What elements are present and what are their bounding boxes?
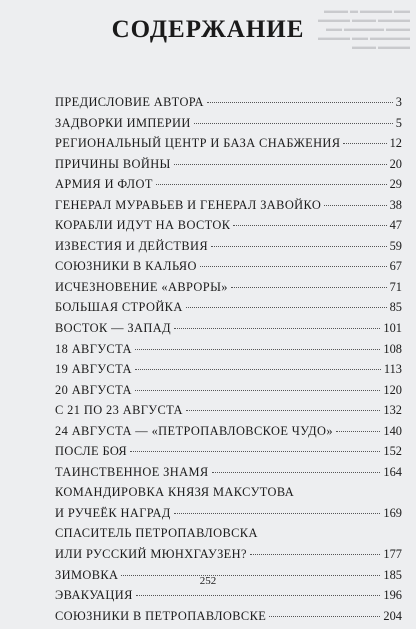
toc-entry-title: ПОСЛЕ БОЯ [55,444,128,459]
toc-entry [55,136,402,157]
toc-entry-page: 108 [383,341,402,356]
dot-leader [174,164,387,165]
dot-leader [135,390,381,391]
toc-entry-title: ПРЕДИСЛОВИЕ АВТОРА [55,95,204,109]
toc-entry [55,362,402,383]
toc-entry [55,177,402,198]
dot-leader [135,349,381,350]
toc-entry-title: ИЗВЕСТИЯ И ДЕЙСТВИЯ [55,238,209,253]
toc-entry-page: 177 [383,547,402,562]
dot-leader [130,451,380,452]
toc-entry-title: ГЕНЕРАЛ МУРАВЬЕВ И ГЕНЕРАЛ ЗАВОЙКО [55,197,322,212]
toc-entry-page: 85 [389,300,402,315]
toc-entry [55,321,402,342]
toc-entry-page: 38 [389,197,402,212]
toc-entry [55,526,402,547]
table-of-contents [55,95,402,629]
toc-entry [55,157,402,178]
dot-leader [207,102,393,103]
toc-entry-page: 120 [383,382,402,397]
toc-entry-page: 67 [389,259,402,274]
dot-leader [269,616,380,617]
toc-entry [55,465,402,486]
toc-entry-page: 5 [395,115,402,130]
dot-leader [212,472,381,473]
toc-entry-title: С 21 ПО 23 АВГУСТА [55,403,183,418]
toc-entry-page: 169 [383,505,402,520]
dot-leader [324,205,386,206]
toc-entry [55,95,402,116]
toc-entry [55,383,402,404]
toc-entry-title: ПРИЧИНЫ ВОЙНЫ [55,156,171,171]
dot-leader [336,431,380,432]
dot-leader [135,369,381,370]
toc-entry-title: СОЮЗНИКИ В ПЕТРОПАВЛОВСКЕ [55,608,267,623]
dot-leader [233,225,386,226]
dot-leader [343,143,386,144]
toc-entry-title: И РУЧЕЁК НАГРАД [55,505,171,520]
toc-entry [55,424,402,445]
toc-entry [55,218,402,239]
toc-entry-title: 24 АВГУСТА — «ПЕТРОПАВЛОВСКОЕ ЧУДО» [55,423,333,438]
dot-leader [200,266,387,267]
toc-entry-page: 132 [383,403,402,418]
toc-entry [55,239,402,260]
page-title: СОДЕРЖАНИЕ [111,16,305,43]
toc-entry-page: 3 [395,95,402,109]
dot-leader [211,246,387,247]
toc-entry-title: РЕГИОНАЛЬНЫЙ ЦЕНТР И БАЗА СНАБЖЕНИЯ [55,136,341,151]
toc-entry [55,588,402,609]
toc-entry-title: КОМАНДИРОВКА КНЯЗЯ МАКСУТОВА [55,485,295,500]
toc-entry-title: ЗАДВОРКИ ИМПЕРИИ [55,115,191,130]
toc-entry-title: ЭВАКУАЦИЯ [55,588,133,603]
toc-entry [55,300,402,321]
toc-entry-page: 47 [389,218,402,233]
toc-entry-page: 101 [383,321,402,336]
toc-entry [55,506,402,527]
toc-entry-page: 12 [389,136,402,151]
toc-entry-page: 164 [383,464,402,479]
dot-leader [231,287,387,288]
toc-entry-page: 185 [383,567,402,582]
dot-leader [186,410,381,411]
toc-entry-title: СОЮЗНИКИ В КАЛЬЯО [55,259,197,274]
toc-entry [55,280,402,301]
page-number: 252 [199,575,217,587]
toc-entry-title: 20 АВГУСТА [55,382,132,397]
toc-entry-page: 113 [383,362,402,377]
toc-entry-title: 18 АВГУСТА [55,341,132,356]
toc-entry-title: СПАСИТЕЛЬ ПЕТРОПАВЛОВСКА [55,526,258,541]
toc-entry [55,403,402,424]
toc-entry-title: ЗИМОВКА [55,567,119,582]
toc-entry-title: ИСЧЕЗНОВЕНИЕ «АВРОРЫ» [55,279,228,294]
dot-leader [186,307,387,308]
bleed-through-text: ▬▬▬ ▬ ▬▬▬▬ ▬▬ ▬▬▬▬ ▬▬▬ ▬▬▬▬ ▬▬ ▬▬▬▬▬ ▬▬▬ ▬▬▬▬ ▬▬ ▬▬▬▬▬ ▬▬▬ ▬▬▬▬ [318,6,410,51]
toc-entry [55,609,402,629]
toc-entry [55,259,402,280]
toc-entry-page: 59 [389,238,402,253]
toc-entry-page: 71 [389,279,402,294]
dot-leader [174,328,380,329]
toc-entry-title: КОРАБЛИ ИДУТ НА ВОСТОК [55,218,231,233]
toc-entry-title: ВОСТОК — ЗАПАД [55,321,171,336]
toc-entry-title: ИЛИ РУССКИЙ МЮНХГАУЗЕН? [55,547,247,562]
toc-entry [55,444,402,465]
toc-entry-title: 19 АВГУСТА [55,362,132,377]
toc-entry [55,198,402,219]
toc-entry-page: 29 [389,177,402,192]
dot-leader [136,595,381,596]
toc-entry-title: ТАИНСТВЕННОЕ ЗНАМЯ [55,464,209,479]
dot-leader [250,554,381,555]
toc-entry [55,116,402,137]
toc-entry-page: 196 [383,588,402,603]
toc-entry [55,342,402,363]
dot-leader [174,513,381,514]
toc-entry [55,547,402,568]
toc-entry-page: 204 [383,608,402,623]
toc-entry-title: АРМИЯ И ФЛОТ [55,177,153,192]
toc-entry [55,485,402,506]
dot-leader [156,184,387,185]
toc-entry-page: 20 [389,156,402,171]
toc-entry-title: БОЛЬШАЯ СТРОЙКА [55,300,183,315]
toc-entry-page: 140 [383,423,402,438]
dot-leader [194,123,393,124]
toc-entry-page: 152 [383,444,402,459]
